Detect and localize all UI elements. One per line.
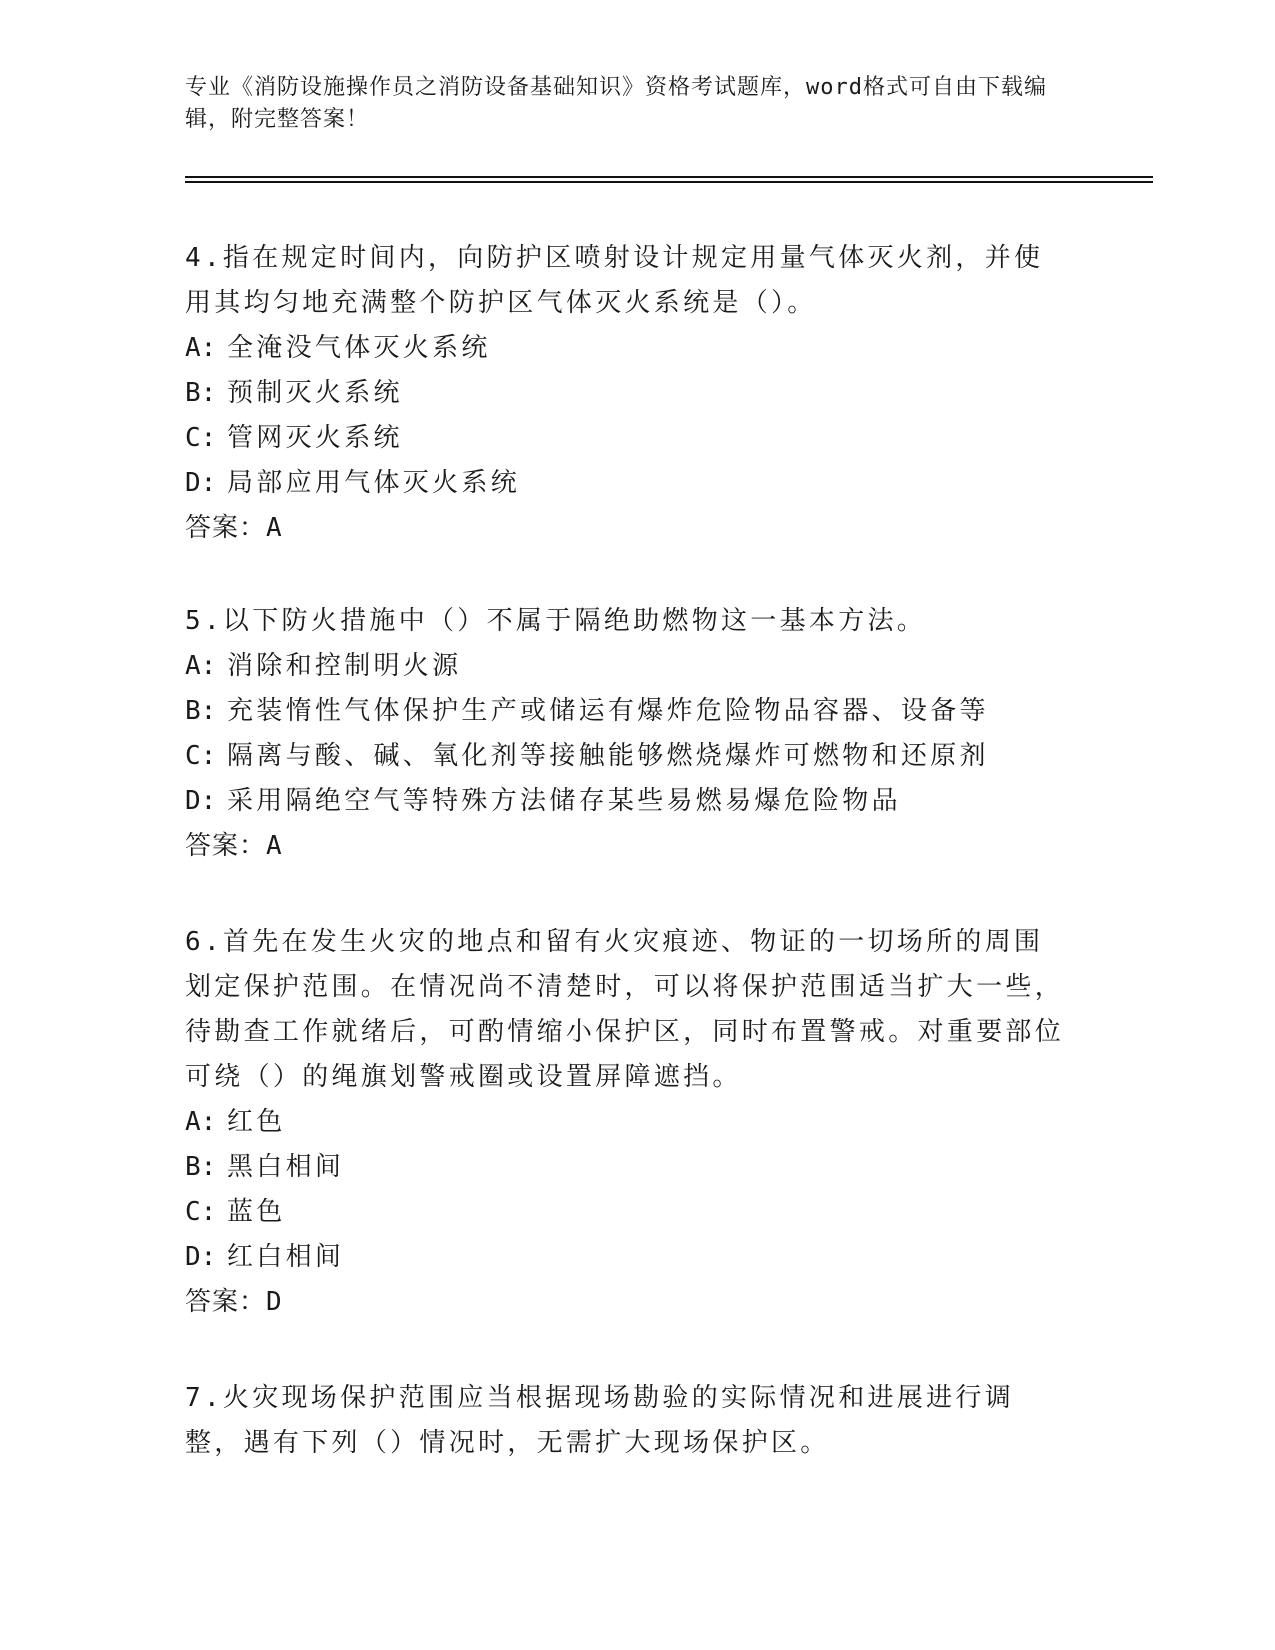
question-7: [185, 1376, 1065, 1466]
question-stem: 4.指在规定时间内，向防护区喷射设计规定用量气体灭火剂，并使用其均匀地充满整个防护区气体灭火系统是（）。: [185, 243, 1044, 318]
option-key: C:: [185, 741, 217, 771]
option-c: [185, 734, 1065, 779]
option-key: D:: [185, 468, 217, 498]
answer-line: [185, 1280, 1065, 1325]
option-key: C:: [185, 423, 217, 453]
option-text: 局部应用气体灭火系统: [227, 468, 521, 498]
option-text: 红色: [227, 1107, 286, 1137]
option-d: [185, 1235, 1065, 1280]
option-text: 管网灭火系统: [227, 423, 403, 453]
option-c: [185, 1190, 1065, 1235]
option-text: 红白相间: [227, 1242, 345, 1272]
answer-line: [185, 506, 1065, 551]
option-key: D:: [185, 1242, 217, 1272]
option-text: 预制灭火系统: [227, 378, 403, 408]
option-text: 隔离与酸、碱、氧化剂等接触能够燃烧爆炸可燃物和还原剂: [227, 741, 989, 771]
option-b: [185, 1145, 1065, 1190]
option-text: 全淹没气体灭火系统: [227, 333, 491, 363]
question-stem: 5.以下防火措施中（）不属于隔绝助燃物这一基本方法。: [185, 606, 927, 636]
option-text: 采用隔绝空气等特殊方法储存某些易燃易爆危险物品: [227, 786, 901, 816]
option-text: 蓝色: [227, 1197, 286, 1227]
question-5: [185, 599, 1065, 869]
option-d: [185, 461, 1065, 506]
option-key: B:: [185, 378, 217, 408]
option-text: 消除和控制明火源: [227, 651, 462, 681]
answer-line: [185, 824, 1065, 869]
option-key: D:: [185, 786, 217, 816]
answer-value: A: [266, 831, 283, 861]
option-d: [185, 779, 1065, 824]
answer-value: D: [266, 1287, 283, 1317]
option-a: [185, 644, 1065, 689]
option-key: C:: [185, 1197, 217, 1227]
option-key: A:: [185, 651, 217, 681]
option-b: [185, 371, 1065, 416]
question-4: [185, 236, 1065, 551]
option-a: [185, 326, 1065, 371]
option-key: A:: [185, 1107, 217, 1137]
option-key: A:: [185, 333, 217, 363]
question-stem: 7.火灾现场保护范围应当根据现场勘验的实际情况和进展进行调整，遇有下列（）情况时，无需扩大现场保护区。: [185, 1383, 1015, 1458]
answer-value: A: [266, 513, 283, 543]
option-key: B:: [185, 696, 217, 726]
header-divider-bottom: [185, 181, 1153, 183]
answer-label: 答案：: [185, 513, 267, 543]
option-text: 黑白相间: [227, 1152, 345, 1182]
option-b: [185, 689, 1065, 734]
question-stem: 6.首先在发生火灾的地点和留有火灾痕迹、物证的一切场所的周围划定保护范围。在情况尚不清楚时，可以将保护范围适当扩大一些，待勘查工作就绪后，可酌情缩小保护区，同时布置警戒。对重要部位可绕（）的绳旗划警戒圈或设置屏障遮挡。: [185, 927, 1065, 1092]
option-text: 充装惰性气体保护生产或储运有爆炸危险物品容器、设备等: [227, 696, 989, 726]
answer-label: 答案：: [185, 1287, 267, 1317]
option-key: B:: [185, 1152, 217, 1182]
option-a: [185, 1100, 1065, 1145]
header-divider-top: [185, 176, 1153, 178]
document-intro: 专业《消防设施操作员之消防设备基础知识》资格考试题库，word格式可自由下载编辑，附完整答案！: [185, 75, 1047, 132]
answer-label: 答案：: [185, 831, 267, 861]
question-6: [185, 920, 1065, 1325]
option-c: [185, 416, 1065, 461]
